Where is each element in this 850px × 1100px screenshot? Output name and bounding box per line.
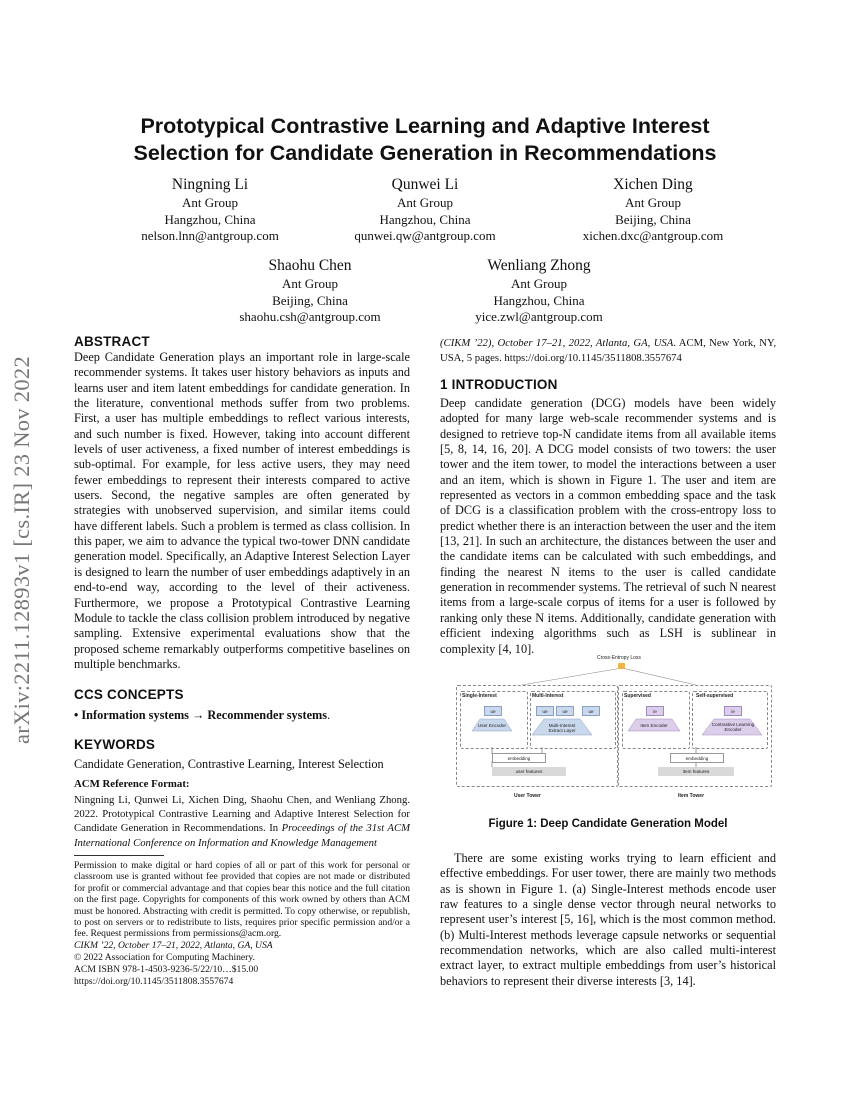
multi-extract-label: Multi-Interest Extract Layer [548, 723, 576, 733]
author-name: Ningning Li [171, 176, 249, 193]
keywords-text: Candidate Generation, Contrastive Learning, Interest Selection [74, 757, 384, 771]
author-org: Ant Group [282, 276, 338, 291]
author-email[interactable]: yice.zwl@antgroup.com [475, 309, 603, 324]
abstract-text: Deep Candidate Generation plays an important role in large-scale recommender systems. It takes user history behaviors as inputs and learns user and item latent embeddings for candidate generation. In the literature, conventional methods suffer from two problems. First, a user has multiple embeddings to reflect various interests, and such number is fixed. However, taking into account different levels of user activeness, a fixed number of interest embeddings is sub-optimal. For example, for less active users, they may need fewer embeddings to represent their interests compared to active users. Second, the negative samples are often generated by strategies with unobserved supervision, and similar items could have different labels. Such a problem is termed as class collision. In this paper, we aim to advance the typical two-tower DNN candidate generation model. Specifically, an Adaptive Interest Selection Layer is designed to learn the number of user embeddings adaptively in an end-to-end way, according to the level of their activeness. Furthermore, we propose a Prototypical Contrastive Learning Module to tackle the class collision problem introduced by negative sampling. Extensive experimental evaluations show that the proposed scheme remarkably outperforms competitive baselines on multiple benchmarks. [74, 350, 410, 671]
loss-node-icon [618, 663, 625, 669]
acm-reference-text: Ningning Li, Qunwei Li, Xichen Ding, Shaohu Chen, and Wenliang Zhong. 2022. Prototypical Contrastive Learning and Adaptive Interest Selection for Candidate Generation in Recommendations. In Proceedings of the 31st ACM International Conference on Information and Knowledge Management [74, 794, 410, 849]
conference-line: CIKM ’22, October 17–21, 2022, Atlanta, GA, USA [74, 940, 273, 951]
author-org: Ant Group [625, 195, 681, 210]
author-block [553, 175, 753, 245]
user-embedding-box: embedding [492, 753, 546, 763]
author-email[interactable]: qunwei.qw@antgroup.com [354, 228, 496, 243]
footnote-divider [74, 855, 164, 856]
author-email[interactable]: nelson.lnn@antgroup.com [141, 228, 279, 243]
author-name: Xichen Ding [613, 176, 693, 193]
author-org: Ant Group [511, 276, 567, 291]
author-block [325, 175, 525, 245]
abstract-heading: ABSTRACT [74, 334, 150, 349]
ue-node: ue [484, 706, 502, 716]
arxiv-identifier: arXiv:2211.12893v1 [cs.IR] 23 Nov 2022 [9, 355, 34, 745]
author-org: Ant Group [397, 195, 453, 210]
acm-reference-heading: ACM Reference Format: [74, 778, 190, 790]
item-features-box: item features [658, 767, 734, 776]
ue-node: ue [556, 706, 574, 716]
permission-notice: Permission to make digital or hard copies of all or part of this work for personal or classroom use is granted without fee provided that copies are not made or distributed for profit or commercial advantage and that copies bear this notice and the full citation on the first page. Copyrights for components of this work owned by others than ACM must be honored. Abstracting with credit is permitted. To copy otherwise, or republish, to post on servers or to redistribute to lists, requires prior specific permission and/or a fee. Request permissions from permissions@acm.org. [74, 860, 410, 940]
introduction-paragraph-1: Deep candidate generation (DCG) models have been widely adopted for many large web-scale recommender systems and is designed to retrieve top-N candidate items from all available items [5, 8, 14, 16, 20]. A DCG model consists of two towers: the user tower and the item tower, to model the interactions between a user and an item, which is shown in Figure 1. The user and item are represented as vectors in a common embedding space and the task of DCG is a classification problem with the cross-entropy loss to predict whether there is an interaction between the user and the item [13, 21]. In such an architecture, the distances between the user and the candidate items can be calculated with such embeddings, and finding the nearest N items to the user is called candidate generation in recommender systems. The retrieval of such N nearest items from a large-scale corpus of items for a user is followed by ranking only these N items. Additionally, candidate generation with efficient indexing algorithms such as LSH is sublinear in complexity [4, 10]. [440, 396, 776, 656]
item-encoder-label: Item Encoder [640, 722, 668, 728]
author-city: Beijing, China [615, 211, 691, 227]
paper-title [60, 113, 790, 167]
author-city: Hangzhou, China [493, 292, 585, 308]
self-supervised-label: Self-supervised [696, 693, 734, 699]
author-email[interactable]: xichen.dxc@antgroup.com [582, 228, 724, 243]
ue-node: ue [582, 706, 600, 716]
keywords-heading: KEYWORDS [74, 737, 156, 752]
item-embedding-box: embedding [670, 753, 724, 763]
author-name: Qunwei Li [391, 176, 459, 193]
ie-node: ie [724, 706, 742, 716]
cross-entropy-label: Cross-Entropy Loss [597, 655, 641, 661]
user-features-box: user features [492, 767, 566, 776]
introduction-heading: 1 INTRODUCTION [440, 377, 558, 392]
figure-deep-candidate-generation [452, 655, 774, 805]
contrastive-encoder-label: Contrastive Learning Encoder [711, 722, 755, 732]
author-city: Beijing, China [272, 292, 348, 308]
ccs-bullet: • Information systems → Recommender systems [74, 708, 328, 722]
acm-reference-continuation: (CIKM ’22), October 17–21, 2022, Atlanta, GA, USA. ACM, New York, NY, USA, 5 pages. https://doi.org/10.1145/3511808.3557674 [440, 337, 776, 364]
author-org: Ant Group [182, 195, 238, 210]
user-tower-label: User Tower [514, 793, 541, 799]
ie-node: ie [646, 706, 664, 716]
user-encoder-label: User Encoder [477, 722, 507, 728]
author-block [439, 256, 639, 326]
author-city: Hangzhou, China [164, 211, 256, 227]
multi-interest-box [530, 691, 616, 749]
item-tower-label: Item Tower [678, 793, 705, 799]
introduction-paragraph-2: There are some existing works trying to learn efficient and effective embeddings. For user tower, there are mainly two methods as is shown in Figure 1. (a) Single-Interest methods encode user raw features to a single dense vector through neural networks to represent user’s interest [5, 16], which is the most common method. (b) Multi-Interest methods leverage capsule networks or sequential recommendation networks, which are also called multi-interest extract layer, to extract multiple embeddings from user’s historical behaviors to represent their diverse interests [3, 14]. [440, 851, 776, 988]
copyright-line: © 2022 Association for Computing Machinery. [74, 952, 255, 963]
supervised-label: Supervised [624, 693, 651, 699]
multi-interest-label: Multi-Interest [532, 693, 564, 699]
title-line-2: Selection for Candidate Generation in Recommendations [133, 141, 717, 165]
title-line-1: Prototypical Contrastive Learning and Adaptive Interest [140, 114, 710, 138]
author-name: Wenliang Zhong [487, 257, 591, 274]
ccs-heading: CCS CONCEPTS [74, 687, 184, 702]
author-email[interactable]: shaohu.csh@antgroup.com [239, 309, 381, 324]
isbn-line: ACM ISBN 978-1-4503-9236-5/22/10…$15.00 [74, 964, 259, 975]
author-block [210, 256, 410, 326]
author-block [110, 175, 310, 245]
author-city: Hangzhou, China [379, 211, 471, 227]
ccs-concepts: • Information systems → Recommender systems. [74, 708, 331, 722]
single-interest-label: Single-Interest [462, 693, 497, 699]
ue-node: ue [536, 706, 554, 716]
doi-line[interactable]: https://doi.org/10.1145/3511808.3557674 [74, 976, 234, 987]
figure-caption: Figure 1: Deep Candidate Generation Model [488, 818, 728, 830]
author-name: Shaohu Chen [268, 257, 352, 274]
